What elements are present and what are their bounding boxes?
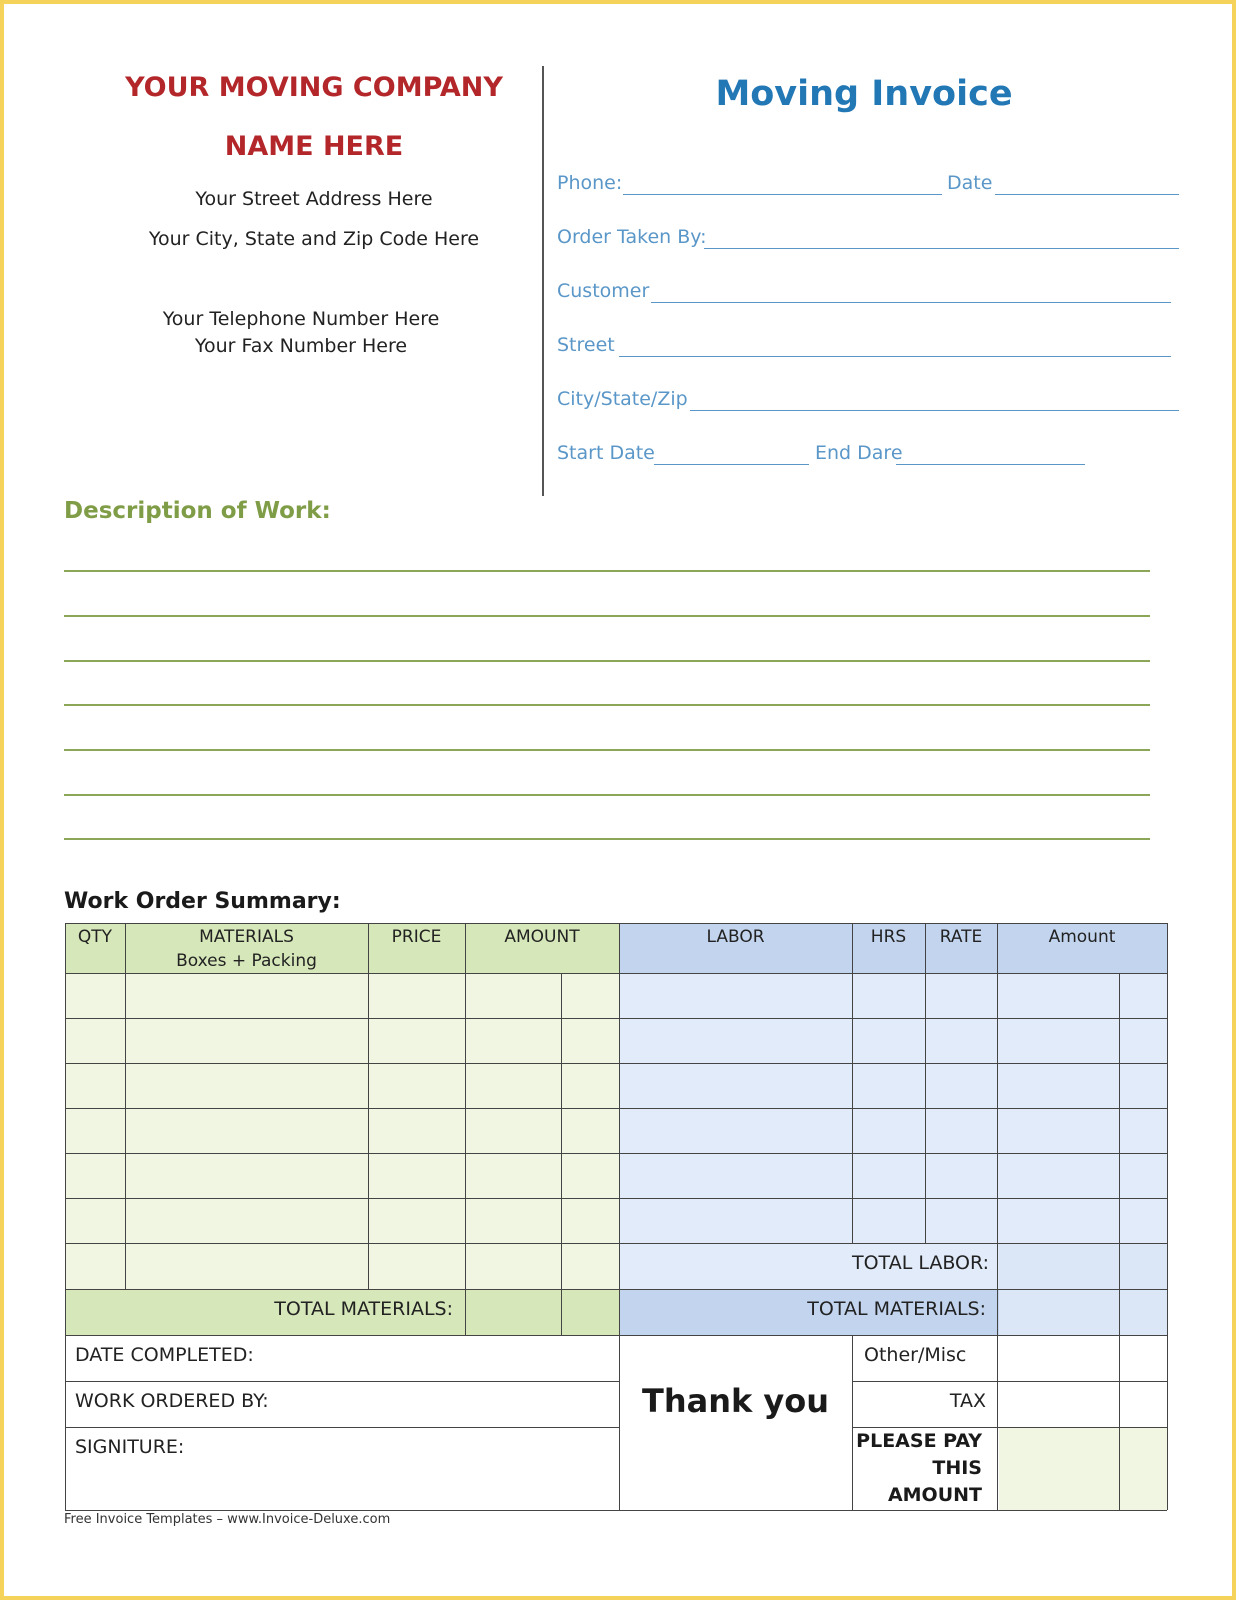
date-field[interactable]: [995, 194, 1179, 195]
description-line[interactable]: [64, 615, 1150, 617]
table-row-line: [65, 1198, 1167, 1199]
city-state-zip-field[interactable]: [690, 410, 1179, 411]
table-row-line: [65, 1108, 1167, 1109]
description-title: Description of Work:: [64, 498, 331, 524]
footer-text: Free Invoice Templates – www.Invoice-Deluxe.com: [64, 1512, 391, 1527]
table-row-line: [65, 1243, 1167, 1244]
total-labor-value-bg: [999, 1243, 1167, 1289]
date-label: Date: [947, 172, 993, 194]
table-row-line: [65, 1381, 619, 1382]
please-pay-label: [852, 1428, 982, 1509]
total-materials-right-value-bg: [999, 1289, 1167, 1335]
other-misc-label: Other/Misc: [864, 1344, 967, 1366]
materials-body-bg: [65, 973, 619, 1289]
header-qty: QTY: [77, 927, 113, 947]
description-line[interactable]: [64, 838, 1150, 840]
table-row-line: [65, 1063, 1167, 1064]
table-border-left: [65, 923, 66, 1510]
table-row-line: [65, 1335, 1167, 1336]
company-phone: Your Telephone Number Here: [162, 308, 440, 330]
header-amount: AMOUNT: [504, 927, 580, 947]
start-date-field[interactable]: [654, 464, 809, 465]
company-fax: Your Fax Number Here: [194, 335, 408, 357]
header-rate: RATE: [939, 927, 983, 947]
header-divider: [542, 66, 544, 496]
table-row-line: [65, 1289, 1167, 1290]
table-border-bottom: [65, 1510, 1167, 1511]
table-header-line: [65, 973, 1167, 974]
thank-you-text: Thank you: [641, 1382, 830, 1420]
col-line-amount-labor-split: [1119, 973, 1120, 1510]
description-line[interactable]: [64, 749, 1150, 751]
col-line-price: [465, 923, 466, 1335]
please-pay-line2: THIS: [932, 1457, 982, 1479]
col-line-labor: [852, 923, 853, 1243]
header-amount-labor: Amount: [1048, 927, 1116, 947]
company-street: Your Street Address Here: [195, 188, 433, 210]
table-row-line: [65, 1153, 1167, 1154]
order-taken-by-field[interactable]: [704, 248, 1179, 249]
header-price: PRICE: [391, 927, 442, 947]
table-row-line: [65, 1018, 1167, 1019]
customer-label: Customer: [557, 280, 650, 302]
order-taken-by-label: Order Taken By:: [557, 226, 707, 248]
customer-field[interactable]: [651, 302, 1171, 303]
header-hrs: HRS: [870, 927, 907, 947]
header-materials: MATERIALS: [199, 927, 294, 947]
description-line[interactable]: [64, 660, 1150, 662]
description-line[interactable]: [64, 794, 1150, 796]
tax-label: TAX: [949, 1390, 986, 1412]
start-date-label: Start Date: [557, 442, 655, 464]
phone-label: Phone:: [557, 172, 623, 194]
invoice-page: [4, 4, 1232, 1596]
description-line[interactable]: [64, 704, 1150, 706]
street-label: Street: [557, 334, 615, 356]
please-pay-value-bg: [999, 1427, 1167, 1510]
total-materials-left-label: TOTAL MATERIALS:: [274, 1298, 453, 1320]
invoice-title: Moving Invoice: [715, 74, 1013, 114]
total-labor-label: TOTAL LABOR:: [852, 1252, 990, 1274]
please-pay-line3: AMOUNT: [887, 1484, 982, 1506]
work-order-title: Work Order Summary:: [64, 889, 341, 914]
header-materials-sub: Boxes + Packing: [176, 951, 317, 971]
city-state-zip-label: City/State/Zip: [557, 388, 688, 410]
total-materials-right-label: TOTAL MATERIALS:: [807, 1298, 986, 1320]
company-name-line2: NAME HERE: [224, 131, 404, 162]
phone-field[interactable]: [623, 194, 942, 195]
col-line-amount: [619, 923, 620, 1510]
header-labor: LABOR: [706, 927, 765, 947]
col-line-qty: [125, 923, 126, 1289]
col-line-rate: [997, 923, 998, 1510]
please-pay-line1: PLEASE PAY: [856, 1430, 982, 1452]
end-date-label: End Dare: [815, 442, 903, 464]
street-field[interactable]: [619, 356, 1171, 357]
table-row-line: [65, 1427, 619, 1428]
col-line-materials: [368, 923, 369, 1289]
signature-label: SIGNITURE:: [75, 1436, 185, 1458]
company-city: Your City, State and Zip Code Here: [148, 228, 480, 250]
col-line-hrs: [925, 923, 926, 1243]
end-date-field[interactable]: [896, 464, 1085, 465]
col-line-amount-split: [561, 973, 562, 1335]
work-ordered-by-label: WORK ORDERED BY:: [75, 1390, 269, 1412]
company-name-line1: YOUR MOVING COMPANY: [125, 72, 503, 103]
description-line[interactable]: [64, 570, 1150, 572]
table-border-right: [1167, 923, 1168, 1510]
table-border-top: [65, 923, 1167, 924]
date-completed-label: DATE COMPLETED:: [75, 1344, 254, 1366]
